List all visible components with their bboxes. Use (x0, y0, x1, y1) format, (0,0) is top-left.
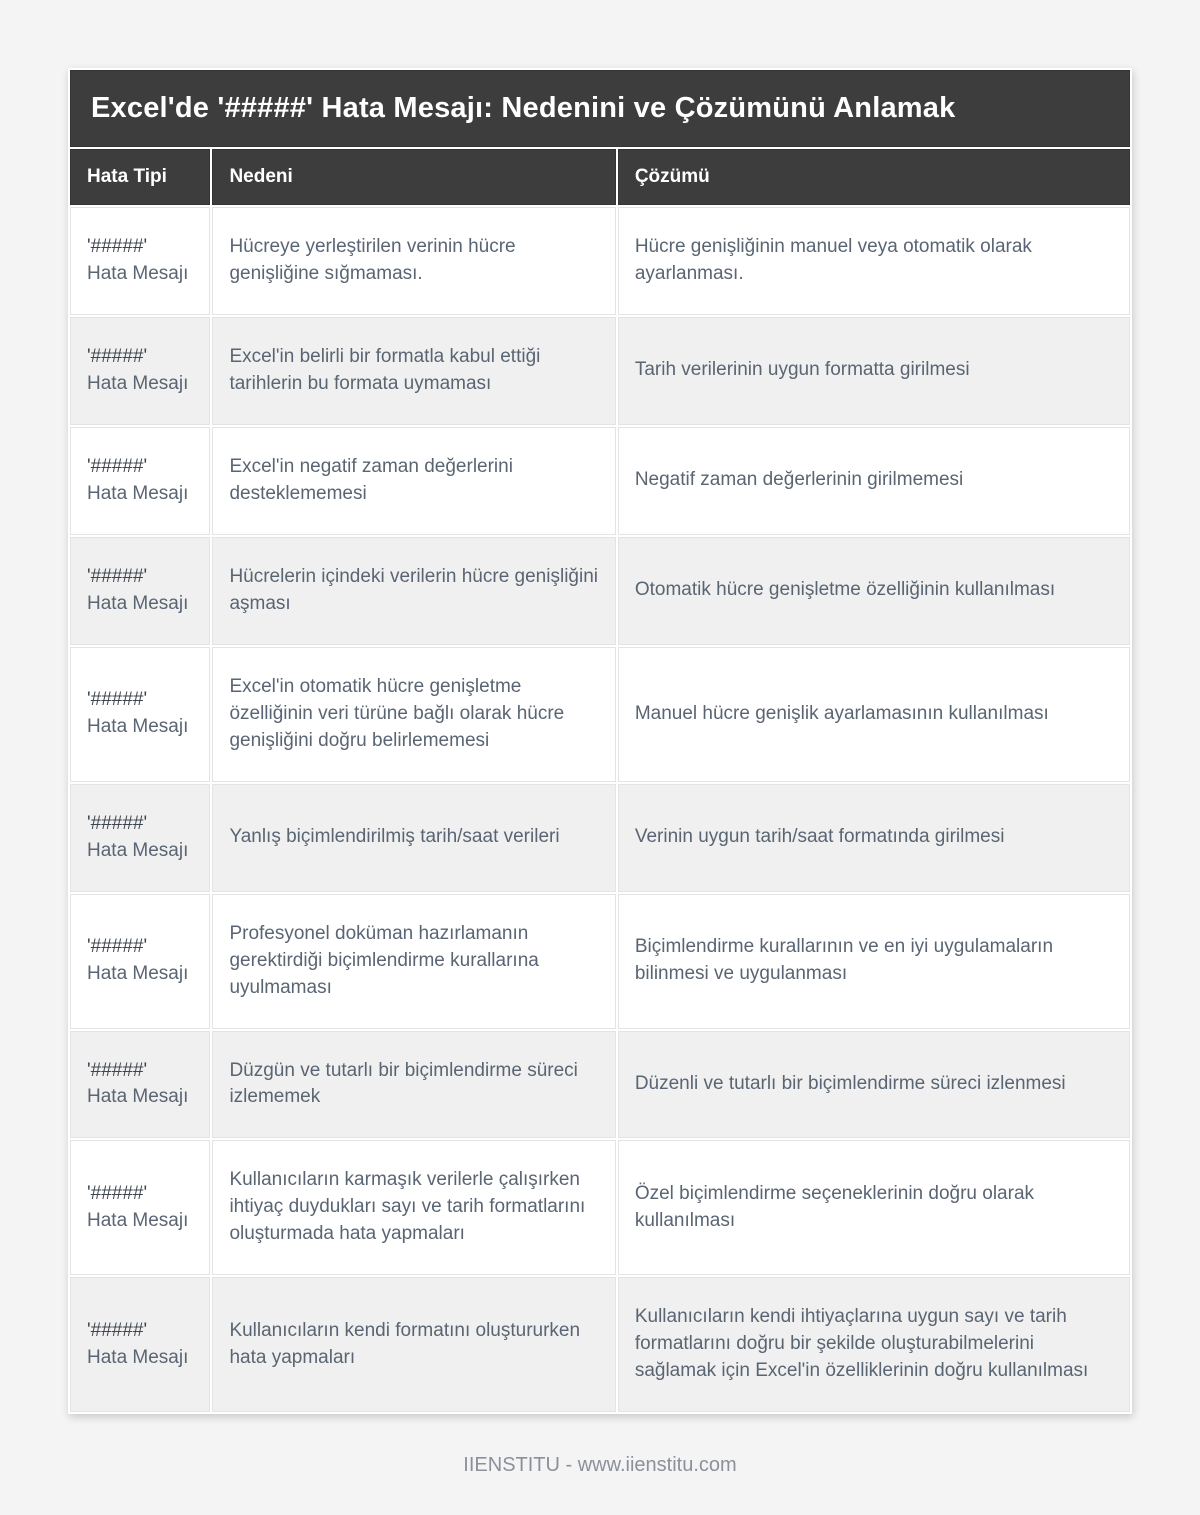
solution-cell: Özel biçimlendirme seçeneklerinin doğru olarak kullanılması (618, 1140, 1130, 1275)
table-row (70, 207, 1130, 315)
error-type-cell (70, 1277, 210, 1412)
error-type-cell (70, 894, 210, 1029)
cause-cell: Hücrelerin içindeki verilerin hücre genişliğini aşması (212, 537, 615, 645)
table-row (70, 647, 1130, 782)
cause-cell: Düzgün ve tutarlı bir biçimlendirme süreci izlememek (212, 1031, 615, 1139)
error-label: Hata Mesajı (87, 839, 189, 861)
solution-cell: Manuel hücre genişlik ayarlamasının kullanılması (618, 647, 1130, 782)
solution-cell: Hücre genişliğinin manuel veya otomatik olarak ayarlanması. (618, 207, 1130, 315)
error-label: Hata Mesajı (87, 592, 189, 614)
error-label: Hata Mesajı (87, 1346, 189, 1368)
error-type-cell (70, 1140, 210, 1275)
error-type-cell (70, 427, 210, 535)
error-type-cell (70, 207, 210, 315)
column-header-nedeni: Nedeni (212, 149, 615, 205)
error-code: '#####' (87, 689, 148, 711)
error-type-cell (70, 1031, 210, 1139)
error-code: '#####' (87, 1182, 148, 1204)
cause-cell: Yanlış biçimlendirilmiş tarih/saat verileri (212, 784, 615, 892)
title-row (70, 70, 1130, 147)
error-label: Hata Mesajı (87, 482, 189, 504)
table-row (70, 427, 1130, 535)
error-type-cell (70, 317, 210, 425)
table-row (70, 1031, 1130, 1139)
error-label: Hata Mesajı (87, 262, 189, 284)
solution-cell: Tarih verilerinin uygun formatta girilmesi (618, 317, 1130, 425)
table-row (70, 537, 1130, 645)
error-code: '#####' (87, 812, 148, 834)
footer-credit: IIENSTITU - www.iienstitu.com (463, 1454, 737, 1477)
table-row (70, 317, 1130, 425)
column-header-hata-tipi: Hata Tipi (70, 149, 210, 205)
error-label: Hata Mesajı (87, 372, 189, 394)
error-code: '#####' (87, 936, 148, 958)
solution-cell: Otomatik hücre genişletme özelliğinin kullanılması (618, 537, 1130, 645)
solution-cell: Biçimlendirme kurallarının ve en iyi uygulamaların bilinmesi ve uygulanması (618, 894, 1130, 1029)
error-label: Hata Mesajı (87, 1209, 189, 1231)
error-label: Hata Mesajı (87, 1086, 189, 1108)
error-label: Hata Mesajı (87, 963, 189, 985)
error-code: '#####' (87, 236, 148, 257)
solution-cell: Negatif zaman değerlerinin girilmemesi (618, 427, 1130, 535)
table-row (70, 1140, 1130, 1275)
header-row (70, 149, 1130, 205)
error-table (68, 68, 1132, 1414)
error-label: Hata Mesajı (87, 716, 189, 738)
error-code: '#####' (87, 1319, 148, 1341)
cause-cell: Excel'in belirli bir formatla kabul ettiği tarihlerin bu formata uymaması (212, 317, 615, 425)
cause-cell: Kullanıcıların karmaşık verilerle çalışırken ihtiyaç duydukları sayı ve tarih formatlarını oluşturmada hata yapmaları (212, 1140, 615, 1275)
solution-cell: Verinin uygun tarih/saat formatında girilmesi (618, 784, 1130, 892)
cause-cell: Profesyonel doküman hazırlamanın gerektirdiği biçimlendirme kurallarına uyulmaması (212, 894, 615, 1029)
cause-cell: Kullanıcıların kendi formatını oluştururken hata yapmaları (212, 1277, 615, 1412)
cause-cell: Hücreye yerleştirilen verinin hücre genişliğine sığmaması. (212, 207, 615, 315)
cause-cell: Excel'in otomatik hücre genişletme özelliğinin veri türüne bağlı olarak hücre genişliğini doğru belirlememesi (212, 647, 615, 782)
table-body (70, 207, 1130, 1412)
table-row (70, 1277, 1130, 1412)
error-code: '#####' (87, 1059, 148, 1081)
solution-cell: Kullanıcıların kendi ihtiyaçlarına uygun sayı ve tarih formatlarını doğru bir şekilde oluşturabilmelerini sağlamak için Excel'in özelliklerinin doğru kullanılması (618, 1277, 1130, 1412)
column-header-cozumu: Çözümü (618, 149, 1130, 205)
cause-cell: Excel'in negatif zaman değerlerini desteklememesi (212, 427, 615, 535)
error-type-cell (70, 647, 210, 782)
page-title: Excel'de '#####' Hata Mesajı: Nedenini ve Çözümünü Anlamak (70, 70, 1130, 147)
table-row (70, 894, 1130, 1029)
table-row (70, 784, 1130, 892)
error-type-cell (70, 784, 210, 892)
solution-cell: Düzenli ve tutarlı bir biçimlendirme süreci izlenmesi (618, 1031, 1130, 1139)
error-code: '#####' (87, 345, 148, 367)
error-type-cell (70, 537, 210, 645)
error-code: '#####' (87, 455, 148, 477)
error-code: '#####' (87, 565, 148, 587)
